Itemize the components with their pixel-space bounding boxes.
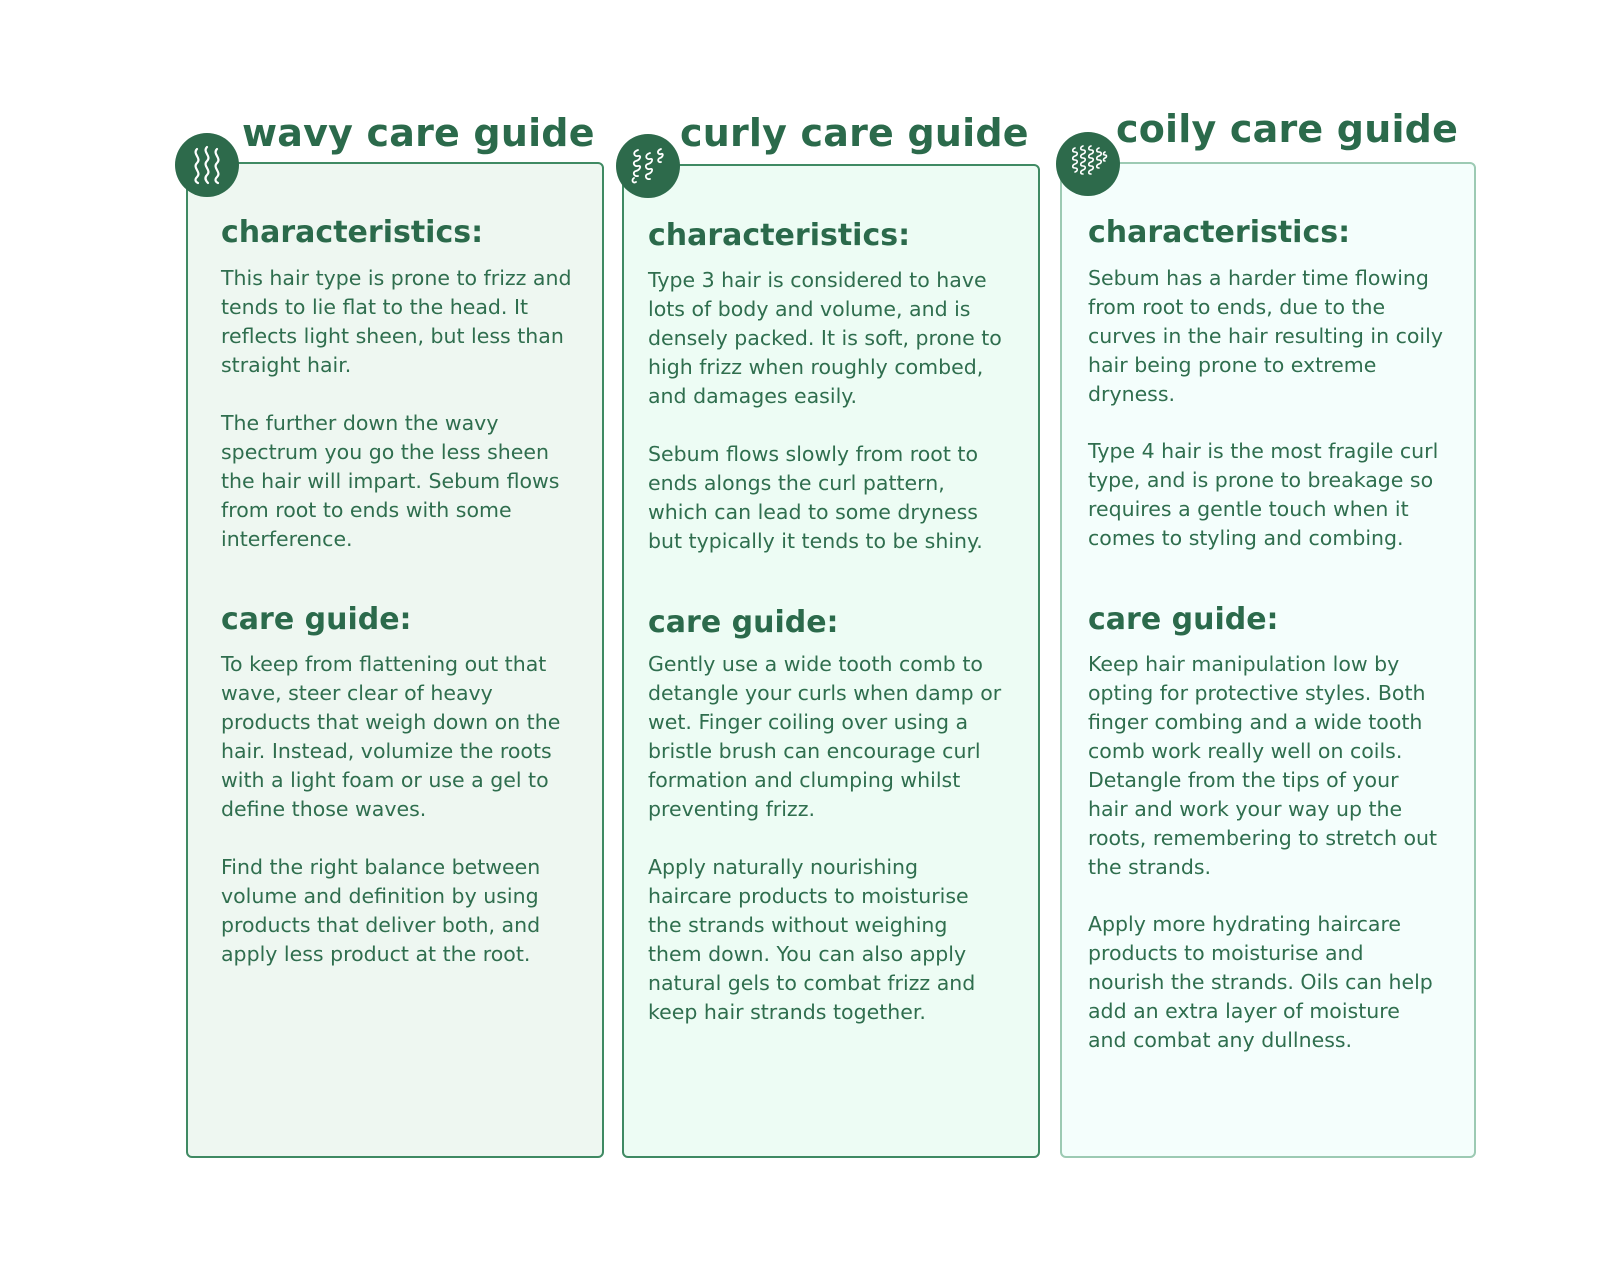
- curly-characteristics-paragraph-2: Sebum flows slowly from root to ends alongs the curl pattern, which can lead to some dryness but typically it tends to be shiny.: [648, 442, 983, 553]
- coily-title: coily care guide: [1116, 107, 1459, 151]
- wavy-care-paragraph-1: To keep from flattening out that wave, steer clear of heavy products that weigh down on the hair. Instead, volumize the roots with a light foam or use a gel to define those waves.: [221, 652, 561, 821]
- coily-hair-icon: [1056, 132, 1120, 196]
- coily-care-paragraph-2: Apply more hydrating haircare products to moisturise and nourish the strands. Oils can help add an extra layer of moisture and combat any dullness.: [1088, 912, 1433, 1052]
- wavy-characteristics-paragraph-1: This hair type is prone to frizz and tends to lie flat to the head. It reflects light sheen, but less than straight hair.: [221, 266, 572, 377]
- coily-care-heading: care guide:: [1088, 602, 1279, 637]
- curly-care-paragraph-2: Apply naturally nourishing haircare products to moisturise the strands without weighing them down. You can also apply natural gels to combat frizz and keep hair strands together.: [648, 855, 976, 1024]
- coily-characteristics-heading: characteristics:: [1088, 215, 1351, 250]
- wavy-care-heading: care guide:: [221, 602, 412, 637]
- curly-care-heading: care guide:: [648, 605, 839, 640]
- curly-care-paragraph-1: Gently use a wide tooth comb to detangle your curls when damp or wet. Finger coiling over using a bristle brush can encourage curl formation and clumping whilst preventing frizz.: [648, 652, 1002, 821]
- wavy-hair-icon: [175, 133, 239, 197]
- wavy-care-paragraph-2: Find the right balance between volume and definition by using products that deliver both, and apply less product at the root.: [221, 855, 541, 966]
- coily-characteristics-paragraph-2: Type 4 hair is the most fragile curl type, and is prone to breakage so requires a gentle touch when it comes to styling and combing.: [1088, 439, 1439, 550]
- curly-characteristics-heading: characteristics:: [648, 218, 911, 253]
- wavy-title: wavy care guide: [242, 111, 595, 155]
- coily-care-paragraph-1: Keep hair manipulation low by opting for protective styles. Both finger combing and a wide tooth comb work really well on coils. Detangle from the tips of your hair and work your way up the roots, remembering to stretch out the strands.: [1088, 652, 1438, 879]
- curly-characteristics-paragraph-1: Type 3 hair is considered to have lots of body and volume, and is densely packed. It is soft, prone to high frizz when roughly combed, and damages easily.: [648, 268, 1002, 408]
- curly-hair-icon: [616, 134, 680, 198]
- wavy-characteristics-paragraph-2: The further down the wavy spectrum you go the less sheen the hair will impart. Sebum flows from root to ends with some interference.: [221, 411, 560, 551]
- curly-title: curly care guide: [680, 111, 1029, 155]
- coily-characteristics-paragraph-1: Sebum has a harder time flowing from root to ends, due to the curves in the hair resulting in coily hair being prone to extreme dryness.: [1088, 266, 1443, 406]
- wavy-characteristics-heading: characteristics:: [221, 215, 484, 250]
